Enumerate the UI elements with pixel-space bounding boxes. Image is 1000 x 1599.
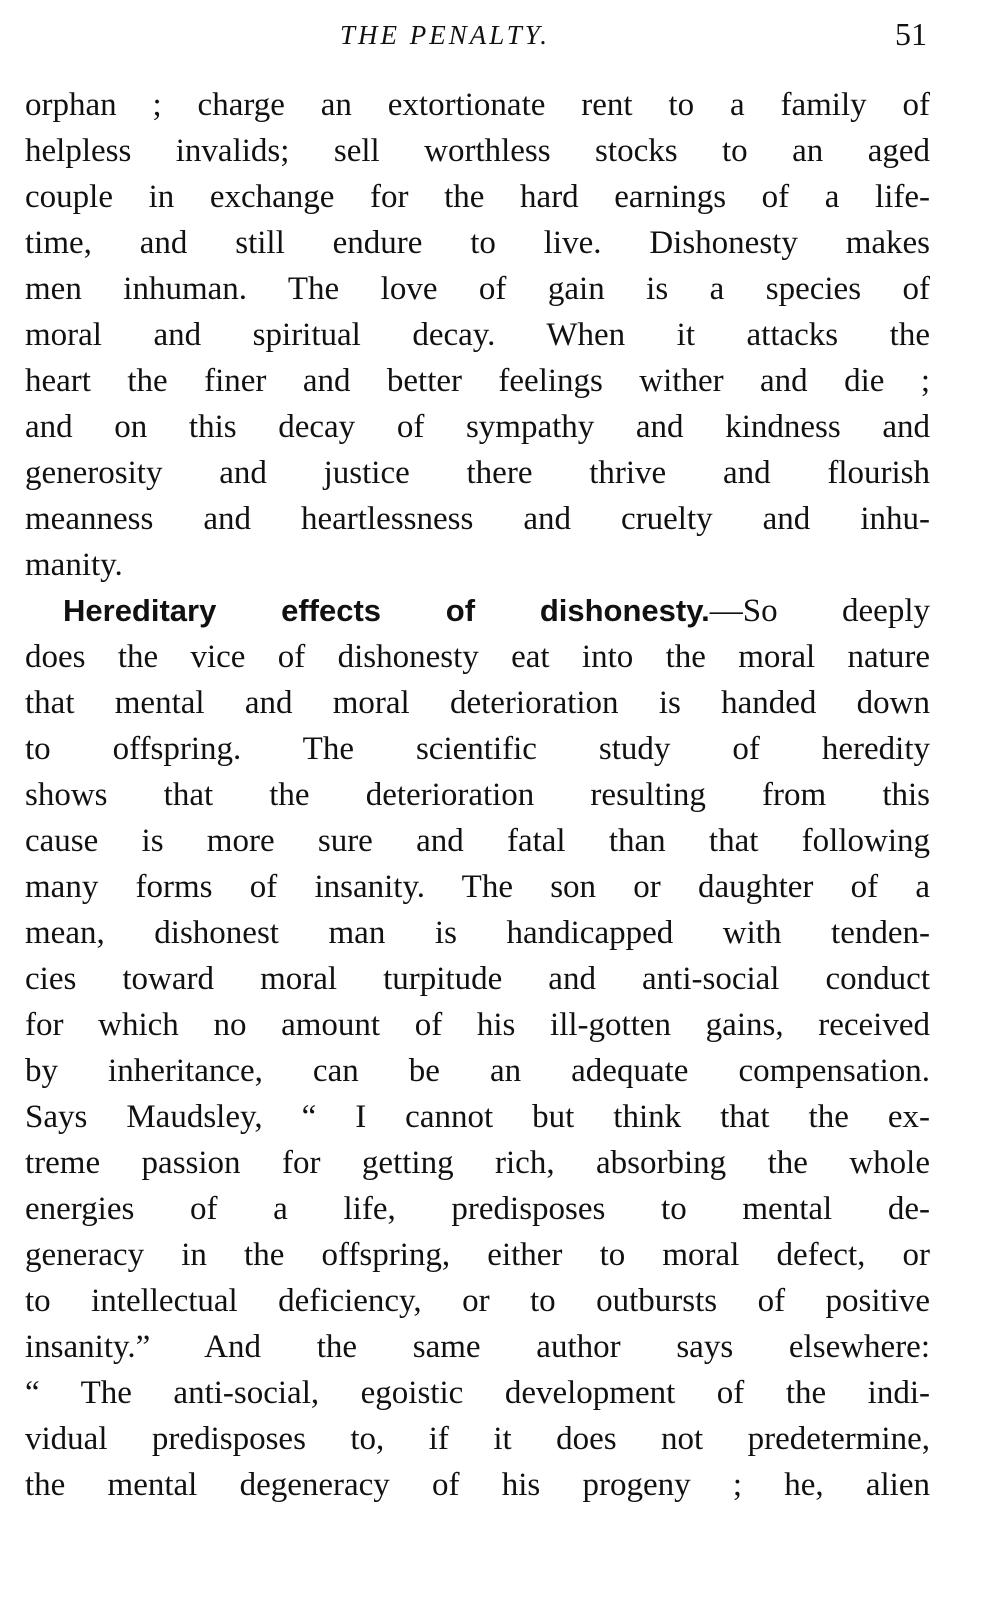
text-line: does the vice of dishonesty eat into the moral nature [25, 639, 930, 675]
text-line: treme passion for getting rich, absorbing the whole [25, 1145, 930, 1181]
text-line: couple in exchange for the hard earnings of a life- [25, 179, 930, 215]
running-title: THE PENALTY. [340, 20, 551, 50]
text-line [25, 588, 930, 634]
text-line: generosity and justice there thrive and flourish [25, 455, 930, 491]
text-line: and on this decay of sympathy and kindness and [25, 409, 930, 445]
text-line: orphan ; charge an extortionate rent to a family of [25, 87, 930, 123]
text-line: insanity.” And the same author says elsewhere: [25, 1329, 930, 1365]
section-heading: Hereditary effects of dishonesty. [63, 593, 710, 628]
text-line: by inheritance, can be an adequate compensation. [25, 1053, 930, 1089]
paragraph-1 [25, 82, 930, 588]
text-line: shows that the deterioration resulting from this [25, 777, 930, 813]
text-line: that mental and moral deterioration is handed down [25, 685, 930, 721]
text-line: to offspring. The scientific study of heredity [25, 731, 930, 767]
page-header [0, 16, 1000, 60]
text-line: men inhuman. The love of gain is a species of [25, 271, 930, 307]
page-body [25, 82, 930, 1508]
page-number: 51 [895, 16, 927, 52]
text-line: “ The anti-social, egoistic development of the indi- [25, 1375, 930, 1411]
heading-rest: —So deeply [709, 593, 930, 629]
text-line: vidual predisposes to, if it does not predetermine, [25, 1421, 930, 1457]
text-line: manity. [25, 547, 123, 583]
text-line: for which no amount of his ill-gotten gains, received [25, 1007, 930, 1043]
text-line: heart the finer and better feelings wither and die ; [25, 363, 930, 399]
text-line: the mental degeneracy of his progeny ; he, alien [25, 1467, 930, 1503]
text-line: cause is more sure and fatal than that following [25, 823, 930, 859]
text-line: time, and still endure to live. Dishonesty makes [25, 225, 930, 261]
text-line: helpless invalids; sell worthless stocks to an aged [25, 133, 930, 169]
text-line: meanness and heartlessness and cruelty and inhu- [25, 501, 930, 537]
text-line: mean, dishonest man is handicapped with tenden- [25, 915, 930, 951]
text-line: to intellectual deficiency, or to outbursts of positive [25, 1283, 930, 1319]
text-line: energies of a life, predisposes to mental de- [25, 1191, 930, 1227]
text-line: Says Maudsley, “ I cannot but think that the ex- [25, 1099, 930, 1135]
paragraph-2 [25, 588, 930, 1508]
text-line: moral and spiritual decay. When it attacks the [25, 317, 930, 353]
text-line: generacy in the offspring, either to moral defect, or [25, 1237, 930, 1273]
text-line: cies toward moral turpitude and anti-social conduct [25, 961, 930, 997]
text-line: many forms of insanity. The son or daughter of a [25, 869, 930, 905]
